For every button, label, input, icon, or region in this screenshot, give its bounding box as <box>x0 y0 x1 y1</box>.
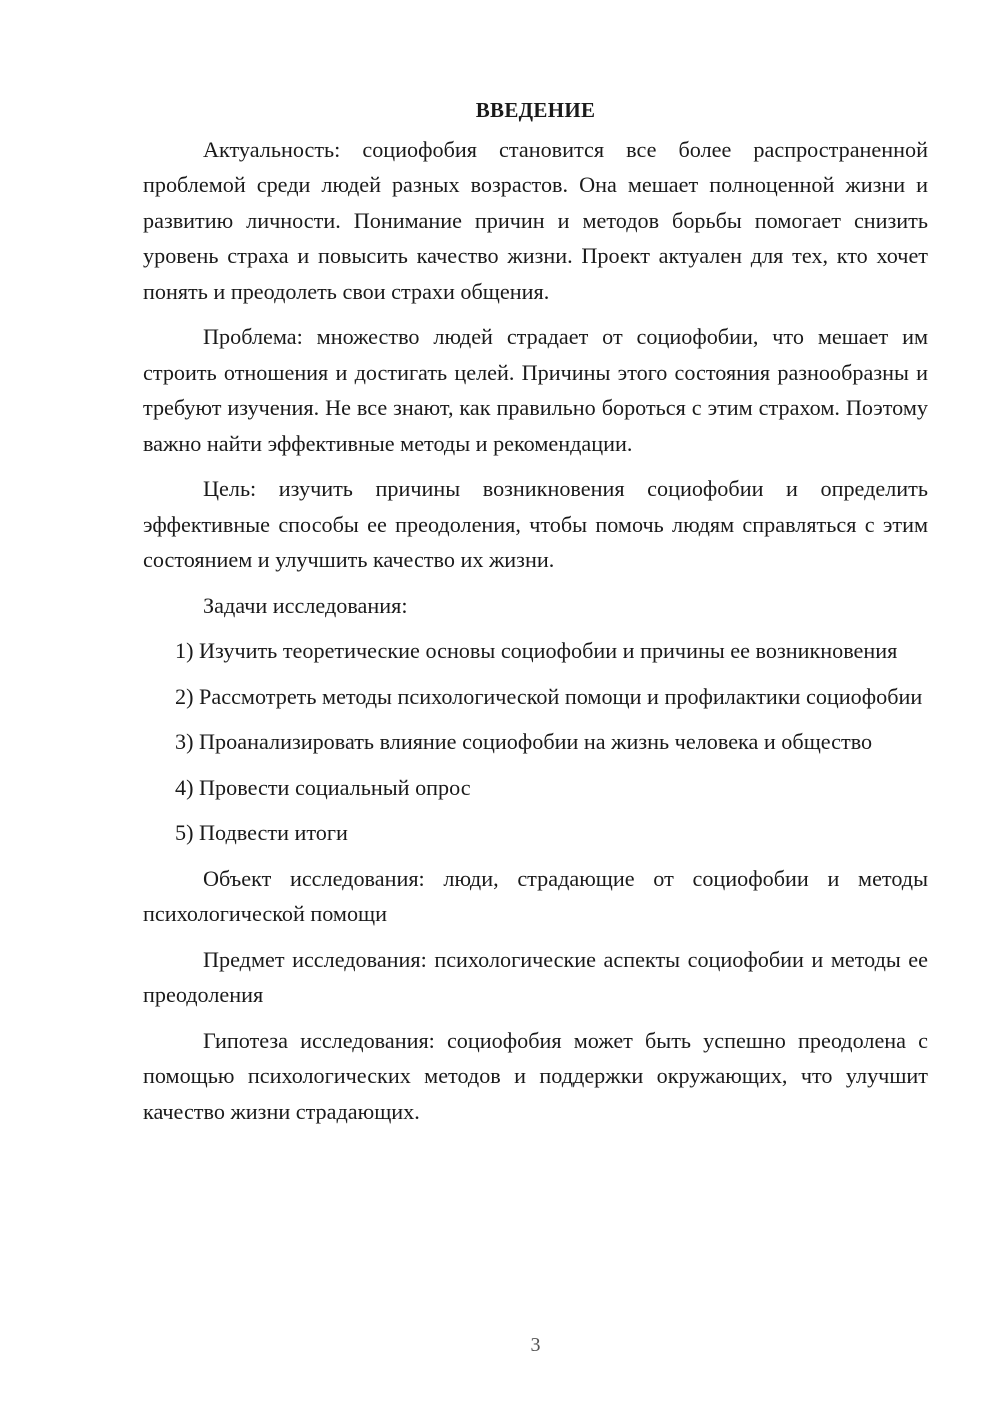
subject-paragraph: Предмет исследования: психологические аспекты социофобии и методы ее преодоления <box>143 946 928 1007</box>
task-item: 5) Подвести итоги <box>175 820 348 845</box>
page-number: 3 <box>530 1334 541 1356</box>
object-paragraph: Объект исследования: люди, страдающие от социофобии и методы психологической помощи <box>143 865 928 926</box>
task-item: 4) Провести социальный опрос <box>175 774 471 800</box>
page-content <box>143 93 928 1139</box>
hypothesis-paragraph: Гипотеза исследования: социофобия может быть успешно преодолена с помощью психологических методов и поддержки окружающих, что улучшит качество жизни страдающих. <box>143 1027 928 1124</box>
task-item: 3) Проанализировать влияние социофобии на жизнь человека и общество <box>175 729 873 754</box>
section-heading: ВВЕДЕНИЕ <box>475 98 596 122</box>
tasks-title: Задачи исследования: <box>203 592 408 618</box>
goal-paragraph: Цель: изучить причины возникновения социофобии и определить эффективные способы ее преодоления, чтобы помочь людям справляться с этим состоянием и улучшить качество их жизни. <box>143 476 928 572</box>
task-item: 2) Рассмотреть методы психологической помощи и профилактики социофобии <box>175 683 923 709</box>
problem-paragraph: Проблема: множество людей страдает от социофобии, что мешает им строить отношения и достигать целей. Причины этого состояния разнообразны и требуют изучения. Не все знают, как правильно бороться с этим страхом. Поэтому важно найти эффективные методы и рекомендации. <box>143 324 928 456</box>
task-item: 1) Изучить теоретические основы социофобии и причины ее возникновения <box>175 638 898 663</box>
relevance-paragraph: Актуальность: социофобия становится все более распространенной проблемой среди людей разных возрастов. Она мешает полноценной жизни и развитию личности. Понимание причин и методов борьбы помогает снизить уровень страха и повысить качество жизни. Проект актуален для тех, кто хочет понять и преодолеть свои страхи общения. <box>143 136 928 304</box>
